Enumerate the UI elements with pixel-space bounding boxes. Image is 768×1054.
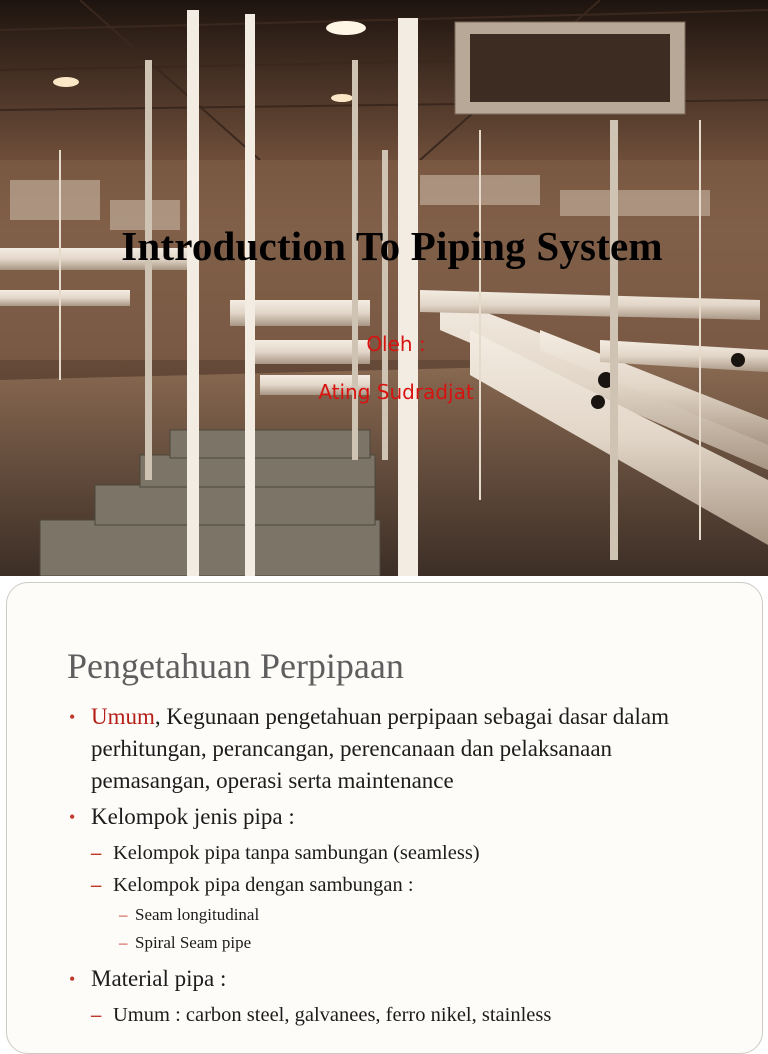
oleh-label: Oleh : (366, 332, 426, 356)
list-item-text: Material pipa : (91, 966, 227, 991)
sub-list-item (69, 837, 729, 869)
slide-title: Pengetahuan Perpipaan (67, 646, 404, 686)
list-item (69, 801, 729, 833)
dash-bullet-icon: – (91, 874, 102, 896)
sub-sub-list-item-text: Seam longitudinal (135, 905, 260, 924)
umum-highlight: Umum (91, 704, 155, 729)
list-item (69, 701, 729, 797)
dash-bullet-icon: – (119, 933, 128, 952)
sub-list-item (69, 999, 729, 1031)
sub-sub-list-item (69, 929, 729, 957)
content-slide (6, 582, 763, 1054)
list-item-text: Kelompok jenis pipa : (91, 804, 295, 829)
dash-bullet-icon: – (91, 1004, 102, 1026)
sub-sub-list-item-text: Spiral Seam pipe (135, 933, 252, 952)
bullet-icon: • (69, 807, 76, 827)
bullet-list (69, 701, 729, 1031)
presentation-title: Introduction To Piping System (121, 223, 663, 269)
author-name: Ating Sudradjat (318, 380, 474, 404)
list-item-text: , Kegunaan pengetahuan perpipaan sebagai dasar dalam perhitungan, perancangan, perencanaan dan pelaksanaan pemasangan, operasi serta maintenance (91, 704, 669, 793)
sub-sub-list-item (69, 901, 729, 929)
sub-list-item-text: Umum : carbon steel, galvanees, ferro nikel, stainless (113, 1004, 552, 1026)
sub-list-item-text: Kelompok pipa dengan sambungan : (113, 874, 414, 896)
dash-bullet-icon: – (91, 842, 102, 864)
bullet-icon: • (69, 707, 76, 727)
list-item (69, 963, 729, 995)
sub-list-item-text: Kelompok pipa tanpa sambungan (seamless) (113, 842, 480, 864)
bullet-icon: • (69, 969, 76, 989)
dash-bullet-icon: – (119, 905, 128, 924)
slide-gap (0, 576, 768, 580)
sub-list-item (69, 869, 729, 901)
